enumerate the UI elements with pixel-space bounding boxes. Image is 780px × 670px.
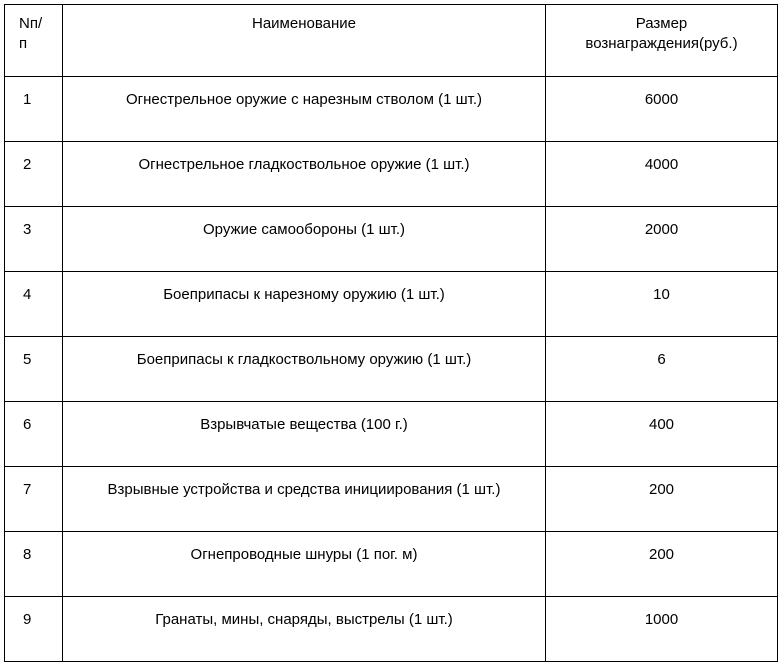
table-row	[5, 532, 778, 597]
table-row	[5, 597, 778, 662]
row-number: 6	[5, 402, 63, 467]
table-row	[5, 337, 778, 402]
row-name: Гранаты, мины, снаряды, выстрелы (1 шт.)	[63, 597, 546, 662]
row-amount: 1000	[546, 597, 778, 662]
row-amount: 400	[546, 402, 778, 467]
header-amount-line1: Размер	[635, 15, 688, 32]
row-name: Взрывчатые вещества (100 г.)	[63, 402, 546, 467]
row-number: 8	[5, 532, 63, 597]
row-name: Огнестрельное гладкоствольное оружие (1 шт.)	[63, 142, 546, 207]
header-name	[63, 5, 546, 77]
row-number: 9	[5, 597, 63, 662]
row-number: 1	[5, 77, 63, 142]
header-number-line2: п	[19, 35, 28, 52]
table-row	[5, 142, 778, 207]
header-number	[5, 5, 63, 77]
row-name: Боеприпасы к нарезному оружию (1 шт.)	[63, 272, 546, 337]
table-row	[5, 402, 778, 467]
header-amount-line2: вознаграждения(руб.)	[585, 35, 738, 52]
header-amount	[546, 5, 778, 77]
header-number-line1: Nп/	[19, 15, 43, 32]
table-row	[5, 467, 778, 532]
row-name: Оружие самообороны (1 шт.)	[63, 207, 546, 272]
rewards-table	[4, 4, 778, 662]
row-number: 4	[5, 272, 63, 337]
row-name: Боеприпасы к гладкоствольному оружию (1 шт.)	[63, 337, 546, 402]
header-name-label: Наименование	[252, 15, 356, 32]
row-amount: 6	[546, 337, 778, 402]
row-number: 5	[5, 337, 63, 402]
table-row	[5, 207, 778, 272]
table-row	[5, 77, 778, 142]
row-amount: 200	[546, 467, 778, 532]
row-amount: 10	[546, 272, 778, 337]
row-amount: 2000	[546, 207, 778, 272]
row-amount: 4000	[546, 142, 778, 207]
row-name: Взрывные устройства и средства инициирования (1 шт.)	[63, 467, 546, 532]
table-header-row	[5, 5, 778, 77]
table-row	[5, 272, 778, 337]
row-number: 3	[5, 207, 63, 272]
row-name: Огнестрельное оружие с нарезным стволом (1 шт.)	[63, 77, 546, 142]
row-amount: 200	[546, 532, 778, 597]
row-number: 7	[5, 467, 63, 532]
row-name: Огнепроводные шнуры (1 пог. м)	[63, 532, 546, 597]
row-number: 2	[5, 142, 63, 207]
row-amount: 6000	[546, 77, 778, 142]
